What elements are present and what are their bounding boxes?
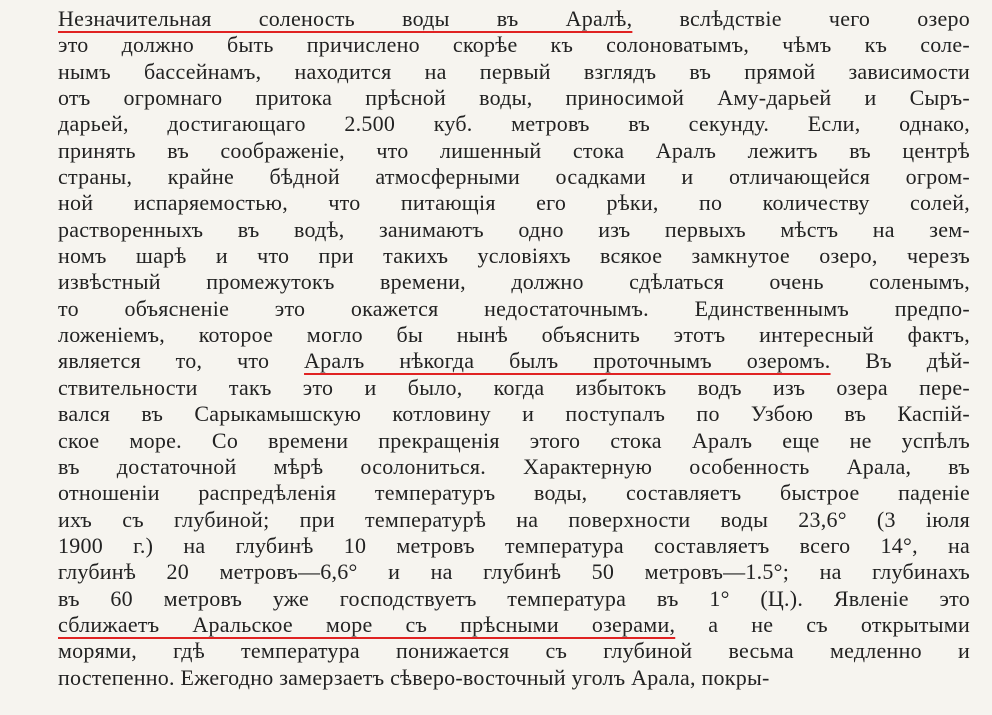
text-line bbox=[58, 190, 970, 216]
text-line bbox=[58, 533, 970, 559]
text-segment: а не съ открытыми bbox=[675, 611, 970, 637]
text-line bbox=[58, 32, 970, 58]
text-segment: 1900 г.) на глубинѣ 10 метровъ температура составляетъ всего 14°, на bbox=[58, 532, 970, 558]
text-segment: ной испаряемостью, что питающія его рѣки, по количеству солей, bbox=[58, 190, 970, 216]
text-segment: отношеніи распредѣленія температуръ воды, составляетъ быстрое паденіе bbox=[58, 480, 970, 506]
text-segment: глубинѣ 20 метровъ—6,6° и на глубинѣ 50 метровъ—1.5°; на глубинахъ bbox=[58, 559, 970, 585]
text-segment: морями, гдѣ температура понижается съ глубиной весьма медленно и bbox=[58, 638, 970, 664]
text-segment: отъ огромнаго притока прѣсной воды, приносимой Аму-дарьей и Сыръ- bbox=[58, 85, 970, 111]
text-segment: постепенно. Ежегодно замерзаетъ сѣверо-восточный уголъ Арала, покры- bbox=[58, 664, 770, 690]
text-line bbox=[58, 480, 970, 506]
text-segment: дарьей, достигающаго 2.500 куб. метровъ въ секунду. Если, однако, bbox=[58, 111, 970, 137]
text-line bbox=[58, 612, 970, 638]
text-segment: растворенныхъ въ водѣ, занимаютъ одно изъ первыхъ мѣстъ на зем- bbox=[58, 216, 970, 242]
text-line bbox=[58, 6, 970, 32]
text-segment: въ достаточной мѣрѣ осолониться. Характерную особенность Арала, въ bbox=[58, 453, 970, 479]
text-line bbox=[58, 59, 970, 85]
text-segment: ложеніемъ, которое могло бы нынѣ объяснить этотъ интересный фактъ, bbox=[58, 322, 970, 348]
text-line bbox=[58, 111, 970, 137]
text-line bbox=[58, 428, 970, 454]
text-segment: ствительности такъ это и было, когда избытокъ водъ изъ озера пере- bbox=[58, 374, 970, 400]
text-segment: вался въ Сарыкамышскую котловину и поступалъ по Узбою въ Каспій- bbox=[58, 401, 970, 427]
text-line bbox=[58, 638, 970, 664]
text-segment: ское море. Со времени прекращенія этого стока Аралъ еще не успѣлъ bbox=[58, 427, 970, 453]
text-segment: Въ дѣй- bbox=[830, 348, 970, 374]
text-line bbox=[58, 138, 970, 164]
text-line bbox=[58, 401, 970, 427]
underlined-phrase: Аралъ нѣкогда былъ проточнымъ озеромъ. bbox=[304, 348, 831, 374]
text-segment: номъ шарѣ и что при такихъ условіяхъ всякое замкнутое озеро, черезъ bbox=[58, 243, 970, 269]
text-line bbox=[58, 322, 970, 348]
text-line bbox=[58, 85, 970, 111]
text-line bbox=[58, 665, 970, 691]
text-segment: это должно быть причислено скорѣе къ солоноватымъ, чѣмъ къ соле- bbox=[58, 32, 970, 58]
text-line bbox=[58, 164, 970, 190]
text-line bbox=[58, 586, 970, 612]
text-line bbox=[58, 559, 970, 585]
underlined-phrase: сближаетъ Аральское море съ прѣсными озерами, bbox=[58, 611, 676, 637]
text-segment: является то, что bbox=[58, 348, 305, 374]
text-segment: извѣстный промежутокъ времени, должно сдѣлаться очень соленымъ, bbox=[58, 269, 970, 295]
text-line bbox=[58, 375, 970, 401]
underlined-phrase: Незначительная соленость воды въ Аралѣ, bbox=[58, 6, 633, 31]
text-line bbox=[58, 507, 970, 533]
text-line bbox=[58, 296, 970, 322]
text-segment: страны, крайне бѣдной атмосферными осадками и отличающейся огром- bbox=[58, 164, 970, 190]
text-segment: то объясненіе это окажется недостаточнымъ. Единственнымъ предпо- bbox=[58, 295, 970, 321]
text-segment: вслѣдствіе чего озеро bbox=[632, 6, 971, 31]
text-line bbox=[58, 269, 970, 295]
text-segment: ихъ съ глубиной; при температурѣ на поверхности воды 23,6° (3 іюля bbox=[58, 506, 970, 532]
text-segment: нымъ бассейнамъ, находится на первый взглядъ въ прямой зависимости bbox=[58, 58, 970, 84]
text-line bbox=[58, 348, 970, 374]
text-line bbox=[58, 217, 970, 243]
text-segment: въ 60 метровъ уже господствуетъ температура въ 1° (Ц.). Явленіе это bbox=[58, 585, 970, 611]
text-segment: принять въ соображеніе, что лишенный стока Аралъ лежитъ въ центрѣ bbox=[58, 137, 970, 163]
text-line bbox=[58, 454, 970, 480]
text-line bbox=[58, 243, 970, 269]
text-body bbox=[58, 6, 970, 691]
